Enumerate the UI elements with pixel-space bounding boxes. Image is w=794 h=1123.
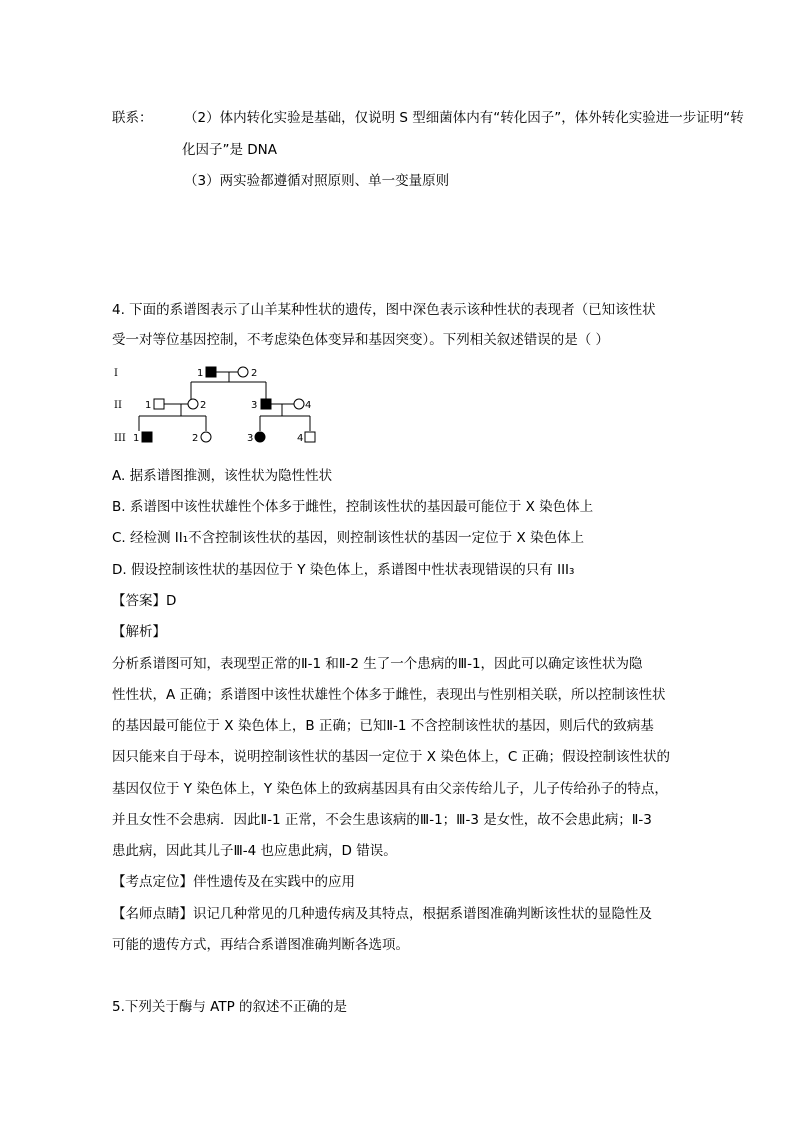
gen-label-III: III [114, 433, 126, 444]
q4-stem-line2: 受一对等位基因控制，不考虑染色体变异和基因突变）。下列相关叙述错误的是（ ） [112, 332, 610, 348]
pedigree-num-II-4: 4 [305, 400, 312, 411]
pedigree-diagram [112, 360, 332, 450]
lianxi-point-2-line1: （2）体内转化实验是基础，仅说明 S 型细菌体内有“转化因子”，体外转化实验进一步证明“转 [184, 110, 744, 126]
q4-answer: 【答案】D [112, 593, 177, 609]
pedigree-num-I-2: 2 [251, 368, 258, 379]
q4-analysis-line2: 性性状，A 正确；系谱图中该性状雄性个体多于雌性，表现出与性别相关联，所以控制该性状 [112, 687, 666, 703]
pedigree-II-2-female [188, 399, 198, 409]
pedigree-num-II-2: 2 [200, 400, 207, 411]
pedigree-III-4-male [305, 432, 315, 442]
pedigree-II-4-female [294, 399, 304, 409]
q4-analysis-line4: 因只能来自于母本，说明控制该性状的基因一定位于 X 染色体上，C 正确；假设控制该性状的 [112, 749, 671, 765]
pedigree-num-III-4: 4 [297, 433, 304, 444]
q4-kaodian: 【考点定位】伴性遗传及在实践中的应用 [112, 874, 355, 890]
pedigree-I-2-female [238, 367, 248, 377]
q4-option-b: B. 系谱图中该性状雄性个体多于雌性，控制该性状的基因最可能位于 X 染色体上 [112, 499, 594, 515]
q4-analysis-line7: 患此病，因此其儿子Ⅲ-4 也应患此病，D 错误。 [112, 843, 397, 859]
q4-option-d: D. 假设控制该性状的基因位于 Y 染色体上，系谱图中性状表现错误的只有 III₃ [112, 562, 575, 578]
pedigree-num-III-1: 1 [133, 433, 140, 444]
lianxi-point-2-line2: 化因子”是 DNA [182, 142, 278, 158]
q4-analysis-line6: 并且女性不会患病．因此Ⅱ-1 正常，不会生患该病的Ⅲ-1；Ⅲ-3 是女性，故不会患此病；Ⅱ-3 [112, 812, 652, 828]
gen-label-I: I [114, 368, 118, 379]
q4-option-c: C. 经检测 II₁不含控制该性状的基因，则控制该性状的基因一定位于 X 染色体上 [112, 530, 585, 546]
q4-analysis-line5: 基因仅位于 Y 染色体上，Y 染色体上的致病基因具有由父亲传给儿子，儿子传给孙子的特点， [112, 781, 668, 797]
pedigree-num-III-2: 2 [192, 433, 199, 444]
q4-analysis-line3: 的基因最可能位于 X 染色体上，B 正确；已知Ⅱ-1 不含控制该性状的基因，则后代的致病基 [112, 718, 654, 734]
lianxi-label: 联系： [112, 110, 153, 126]
q4-analysis-line1: 分析系谱图可知，表现型正常的Ⅱ-1 和Ⅱ-2 生了一个患病的Ⅲ-1，因此可以确定该性状为隐 [112, 656, 643, 672]
q4-mingshi-line1: 【名师点睛】识记几种常见的几种遗传病及其特点，根据系谱图准确判断该性状的显隐性及 [112, 906, 652, 922]
q4-analysis-title: 【解析】 [112, 624, 166, 640]
pedigree-I-1-affected-male [206, 367, 216, 377]
pedigree-III-3-affected-female [255, 432, 265, 442]
pedigree-num-III-3: 3 [247, 433, 254, 444]
gen-label-II: II [114, 400, 122, 411]
q4-stem-line1: 4. 下面的系谱图表示了山羊某种性状的遗传，图中深色表示该种性状的表现者（已知该性状 [112, 302, 656, 318]
q5-stem: 5.下列关于酶与 ATP 的叙述不正确的是 [112, 999, 348, 1015]
pedigree-III-1-affected-male [142, 432, 152, 442]
q4-mingshi-line2: 可能的遗传方式，再结合系谱图准确判断各选项。 [112, 937, 409, 953]
pedigree-num-II-3: 3 [251, 400, 258, 411]
pedigree-num-II-1: 1 [145, 400, 152, 411]
pedigree-II-1-male [154, 399, 164, 409]
pedigree-num-I-1: 1 [197, 368, 204, 379]
pedigree-III-2-female [201, 432, 211, 442]
q4-option-a: A. 据系谱图推测，该性状为隐性性状 [112, 468, 333, 484]
pedigree-II-3-affected-male [261, 399, 271, 409]
lianxi-point-3: （3）两实验都遵循对照原则、单一变量原则 [184, 173, 450, 189]
